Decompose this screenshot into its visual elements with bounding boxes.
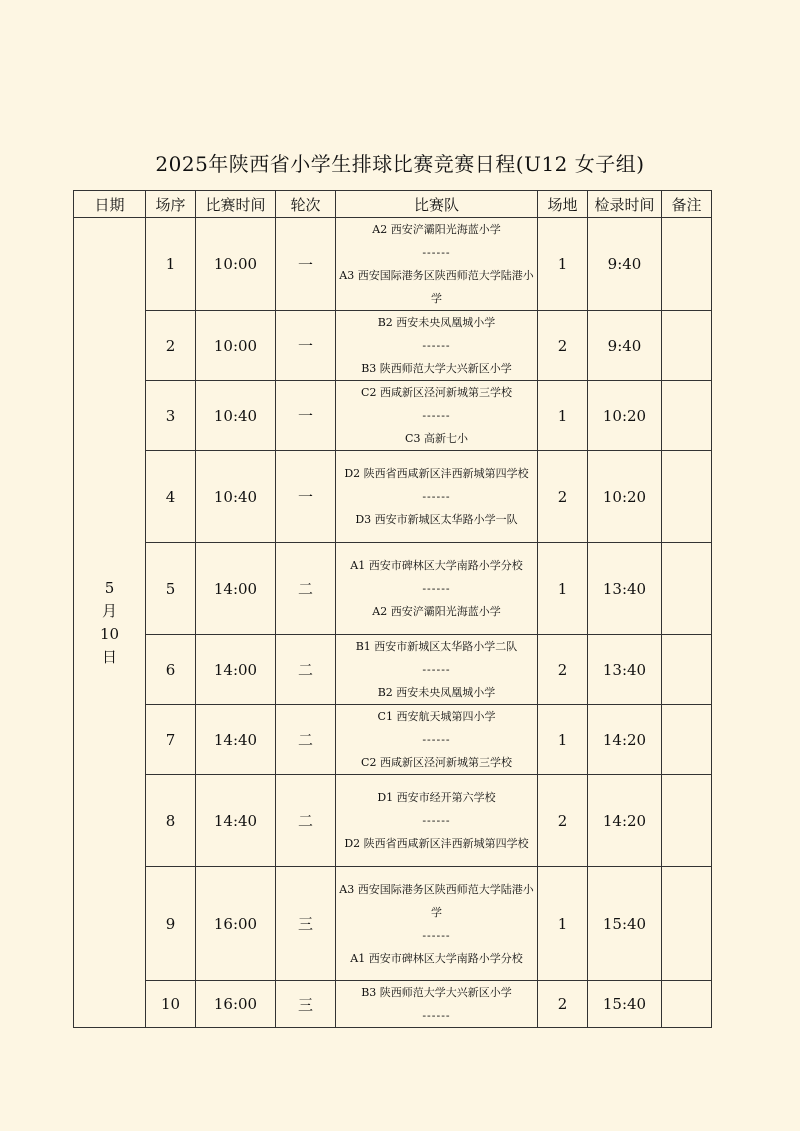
teams-cell [336,311,538,381]
round-cell: 一 [276,311,336,381]
match-row [74,775,712,867]
match-row [74,381,712,451]
team-b: D2 陕西省西咸新区沣西新城第四学校 [344,837,529,850]
checkin-cell: 15:40 [588,981,662,1028]
vs-separator: ------ [422,814,451,827]
teams-cell [336,635,538,705]
date-line: 5 [104,578,115,597]
match-row [74,311,712,381]
vs-separator: ------ [422,582,451,595]
seq-cell: 5 [146,543,196,635]
schedule-table [73,190,712,1028]
seq-cell: 9 [146,867,196,981]
header-cell: 日期 [74,191,146,218]
round-cell: 二 [276,635,336,705]
time-cell: 16:00 [196,981,276,1028]
header-cell: 备注 [662,191,712,218]
seq-cell: 4 [146,451,196,543]
checkin-cell: 14:20 [588,705,662,775]
teams-cell [336,218,538,311]
team-b: C3 高新七小 [405,432,468,445]
team-a: C1 西安航天城第四小学 [377,710,496,723]
checkin-cell: 15:40 [588,867,662,981]
team-b: A1 西安市碑林区大学南路小学分校 [350,951,523,965]
team-a: B3 陕西师范大学大兴新区小学 [361,986,512,999]
time-cell: 10:40 [196,381,276,451]
round-cell: 二 [276,705,336,775]
seq-cell: 8 [146,775,196,867]
team-a: A3 西安国际港务区陕西师范大学陆港小学 [339,882,534,919]
match-row [74,705,712,775]
teams-cell [336,981,538,1028]
vs-separator: ------ [422,246,451,259]
team-b: B2 西安未央凤凰城小学 [377,686,496,699]
checkin-cell: 9:40 [588,218,662,311]
court-cell: 1 [538,381,588,451]
court-cell: 2 [538,981,588,1028]
team-b: A3 西安国际港务区陕西师范大学陆港小学 [339,269,534,305]
teams-cell [336,867,538,981]
court-cell: 1 [538,543,588,635]
court-cell: 1 [538,867,588,981]
court-cell: 2 [538,451,588,543]
time-cell: 10:00 [196,218,276,311]
round-cell: 一 [276,451,336,543]
vs-separator: ------ [422,928,451,942]
header-cell: 轮次 [276,191,336,218]
match-row [74,451,712,543]
checkin-cell: 14:20 [588,775,662,867]
match-row [74,218,712,311]
checkin-cell: 10:20 [588,381,662,451]
time-cell: 14:00 [196,635,276,705]
date-line: 日 [101,647,117,666]
team-a: D2 陕西省西咸新区沣西新城第四学校 [344,467,529,480]
header-cell: 场地 [538,191,588,218]
vs-separator: ------ [422,490,451,503]
team-a: C2 西咸新区泾河新城第三学校 [361,386,512,399]
note-cell [662,451,712,543]
match-row [74,543,712,635]
court-cell: 2 [538,311,588,381]
note-cell [662,775,712,867]
seq-cell: 10 [146,981,196,1028]
header-cell: 场序 [146,191,196,218]
round-cell: 三 [276,867,336,981]
team-a: A1 西安市碑林区大学南路小学分校 [350,559,523,572]
team-b: B3 陕西师范大学大兴新区小学 [361,362,512,375]
date-line: 月 [101,601,117,620]
vs-separator: ------ [422,1009,451,1022]
time-cell: 14:00 [196,543,276,635]
note-cell [662,381,712,451]
team-a: A2 西安浐灞阳光海蓝小学 [372,223,501,236]
note-cell [662,218,712,311]
teams-cell [336,705,538,775]
team-b: A2 西安浐灞阳光海蓝小学 [372,605,501,618]
note-cell [662,705,712,775]
teams-cell [336,775,538,867]
date-cell [74,218,146,1028]
seq-cell: 7 [146,705,196,775]
team-b: D3 西安市新城区太华路小学一队 [355,513,518,526]
teams-cell [336,543,538,635]
court-cell: 2 [538,775,588,867]
page-title: 2025年陕西省小学生排球比赛竞赛日程(U12 女子组) [155,152,645,176]
teams-cell [336,451,538,543]
header-cell: 比赛时间 [196,191,276,218]
seq-cell: 3 [146,381,196,451]
header-row [74,191,712,218]
note-cell [662,543,712,635]
header-cell: 比赛队 [336,191,538,218]
seq-cell: 1 [146,218,196,311]
court-cell: 2 [538,635,588,705]
time-cell: 16:00 [196,867,276,981]
round-cell: 二 [276,775,336,867]
date-line: 10 [99,624,120,643]
court-cell: 1 [538,218,588,311]
team-a: B2 西安未央凤凰城小学 [377,316,496,329]
checkin-cell: 13:40 [588,635,662,705]
note-cell [662,635,712,705]
match-row [74,635,712,705]
checkin-cell: 13:40 [588,543,662,635]
header-cell: 检录时间 [588,191,662,218]
vs-separator: ------ [422,733,451,746]
note-cell [662,867,712,981]
note-cell [662,311,712,381]
checkin-cell: 10:20 [588,451,662,543]
time-cell: 14:40 [196,775,276,867]
round-cell: 二 [276,543,336,635]
note-cell [662,981,712,1028]
match-row [74,981,712,1028]
time-cell: 14:40 [196,705,276,775]
vs-separator: ------ [422,663,451,676]
vs-separator: ------ [422,339,451,352]
seq-cell: 2 [146,311,196,381]
match-row [74,867,712,981]
round-cell: 一 [276,381,336,451]
round-cell: 三 [276,981,336,1028]
teams-cell [336,381,538,451]
seq-cell: 6 [146,635,196,705]
checkin-cell: 9:40 [588,311,662,381]
vs-separator: ------ [422,409,451,422]
time-cell: 10:40 [196,451,276,543]
court-cell: 1 [538,705,588,775]
team-b: C2 西咸新区泾河新城第三学校 [361,756,512,769]
team-a: D1 西安市经开第六学校 [377,791,496,804]
round-cell: 一 [276,218,336,311]
time-cell: 10:00 [196,311,276,381]
team-a: B1 西安市新城区太华路小学二队 [355,640,518,653]
